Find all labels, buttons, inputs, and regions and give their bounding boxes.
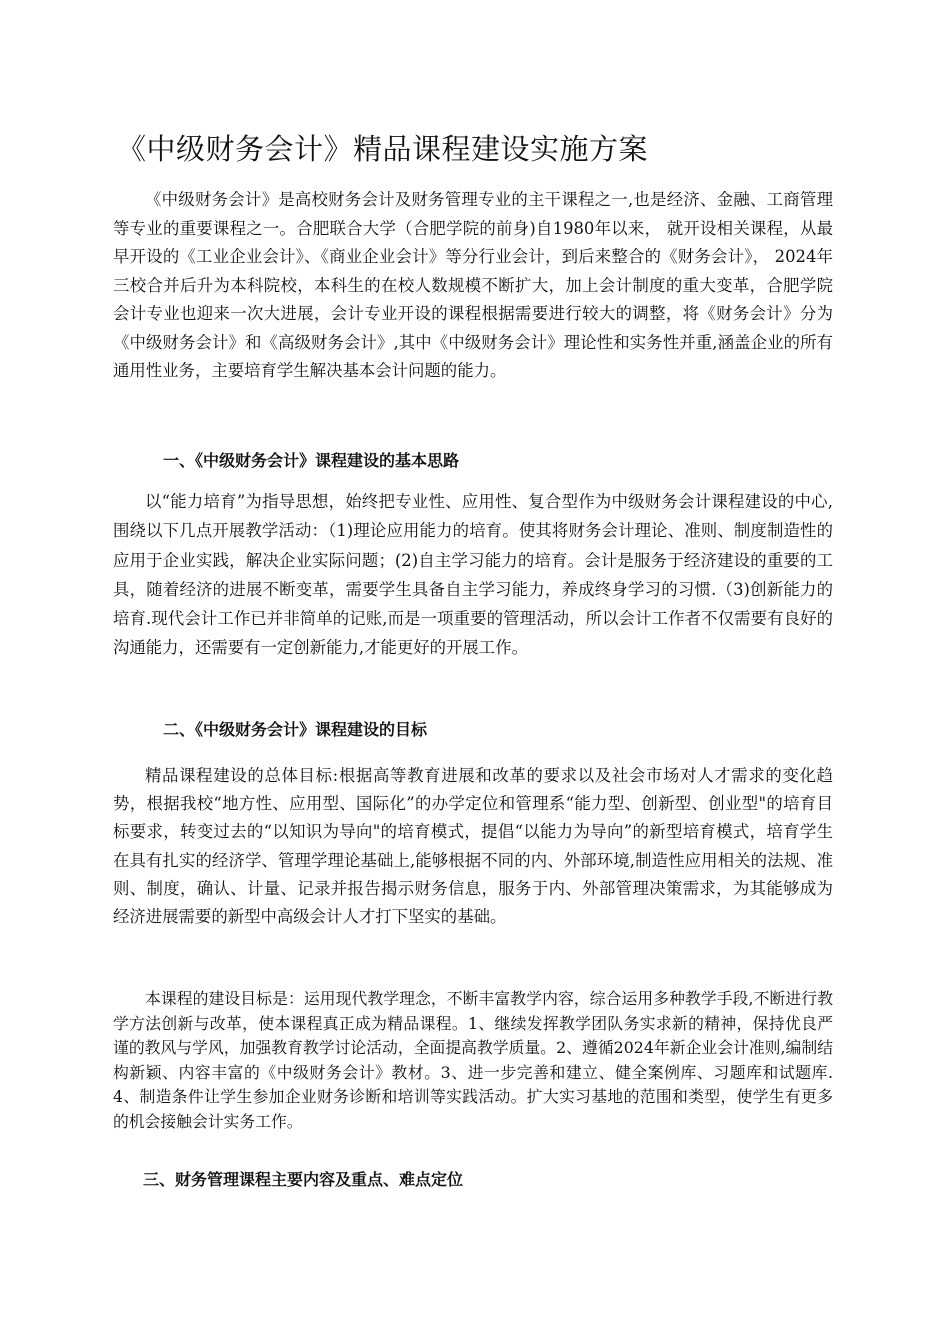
section-3-heading: 三、财务管理课程主要内容及重点、难点定位: [143, 1170, 464, 1189]
section-2-paragraph-1: 精品课程建设的总体目标:根据高等教育进展和改革的要求以及社会市场对人才需求的变化趋势，根据我校“地方性、应用型、国际化”的办学定位和管理系“能力型、创新型、创业型"的培育目标要求，转变过去的“以知识为导向"的培育模式，提倡“以能力为导向”的新型培育模式，培育学生在具有扎实的经济学、管理学理论基础上,能够根据不同的内、外部环境,制造性应用相关的法规、准则、制度，确认、计量、记录并报告揭示财务信息，服务于内、外部管理决策需求，为其能够成为经济进展需要的新型中高级会计人才打下坚实的基础。: [113, 766, 833, 927]
intro-paragraph: 《中级财务会计》是高校财务会计及财务管理专业的主干课程之一,也是经济、金融、工商管理等专业的重要课程之一。合肥联合大学（合肥学院的前身)自1980年以来， 就开设相关课程，从最早开设的《工业企业会计》、《商业企业会计》等分行业会计，到后来整合的《财务会计》， 2024年三校合并后升为本科院校，本科生的在校人数规模不断扩大，加上会计制度的重大变革，合肥学院会计专业也迎来一次大进展，会计专业开设的课程根据需要进行较大的调整，将《财务会计》分为《中级财务会计》和《高级财务会计》,其中《中级财务会计》理论性和实务性并重,涵盖企业的所有通用性业务，主要培育学生解决基本会计问题的能力。: [113, 190, 833, 380]
section-1-paragraph: 以“能力培育”为指导思想，始终把专业性、应用性、复合型作为中级财务会计课程建设的中心,围绕以下几点开展教学活动：（1)理论应用能力的培育。使其将财务会计理论、准则、制度制造性的应用于企业实践，解决企业实际问题；(2)自主学习能力的培育。会计是服务于经济建设的重要的工具，随着经济的进展不断变革，需要学生具备自主学习能力，养成终身学习的习惯.（3)创新能力的培育.现代会计工作已并非简单的记账,而是一项重要的管理活动，所以会计工作者不仅需要有良好的沟通能力，还需要有一定创新能力,才能更好的开展工作。: [113, 492, 833, 658]
section-1-heading: 一、《中级财务会计》课程建设的基本思路: [163, 451, 460, 470]
section-2-paragraph-2: 本课程的建设目标是：运用现代教学理念，不断丰富教学内容，综合运用多种教学手段,不断进行教学方法创新与改革，使本课程真正成为精品课程。1、继续发挥教学团队务实求新的精神，保持优良严谨的教风与学风，加强教育教学讨论活动，全面提高教学质量。2、遵循2024年新企业会计准则,编制结构新颖、内容丰富的《中级财务会计》教材。3、进一步完善和建立、健全案例库、习题库和试题库.4、制造条件让学生参加企业财务诊断和培训等实践活动。扩大实习基地的范围和类型，使学生有更多的机会接触会计实务工作。: [113, 989, 833, 1131]
document-title: 《中级财务会计》精品课程建设实施方案: [117, 132, 649, 166]
section-2-heading: 二、《中级财务会计》课程建设的目标: [163, 720, 428, 739]
